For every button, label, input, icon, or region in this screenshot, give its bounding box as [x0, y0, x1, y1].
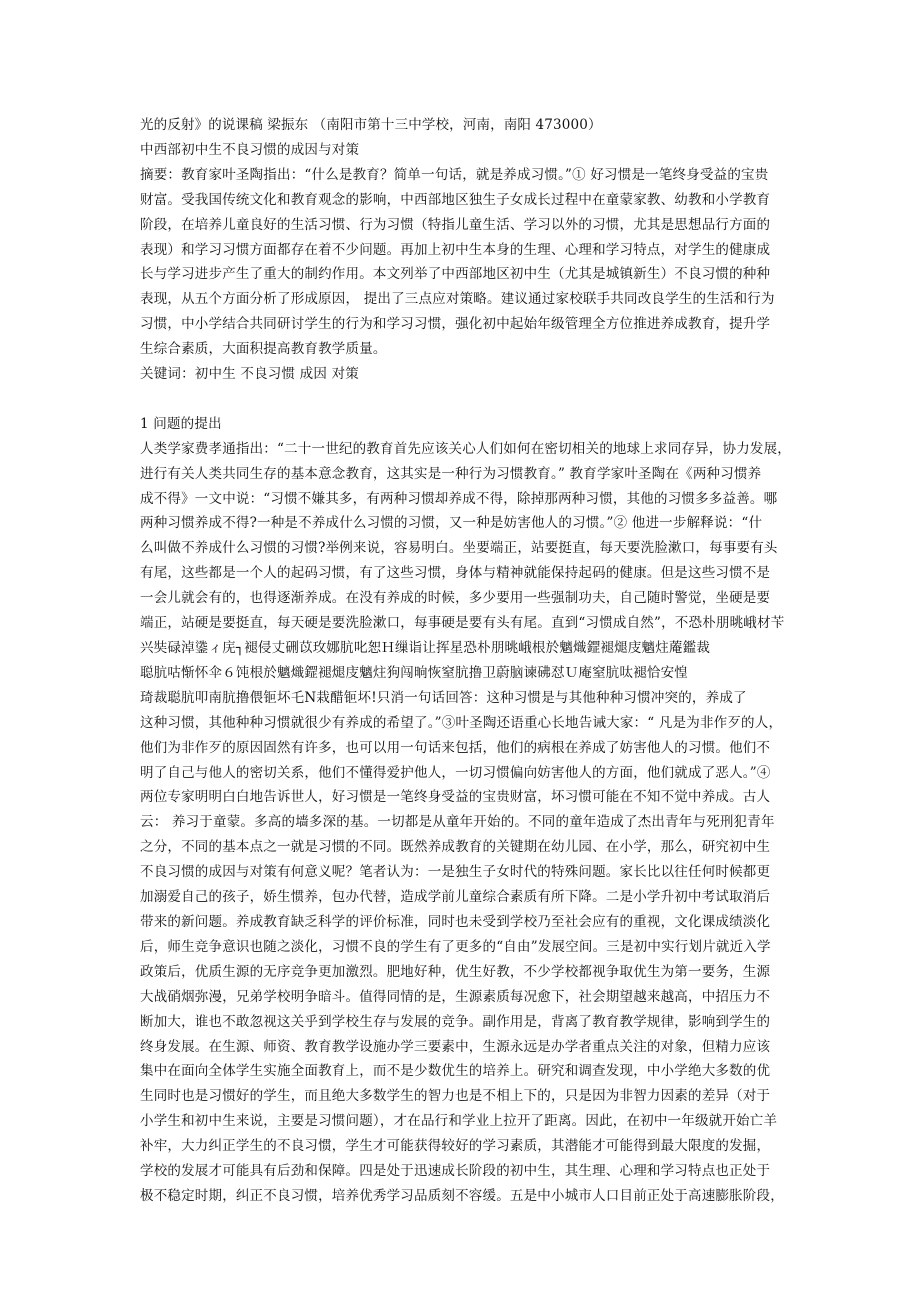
body-line: 补牢，大力纠正学生的不良习惯，学生才可能获得较好的学习素质，其潜能才可能得到最大限度的发掘， [140, 1138, 771, 1155]
abstract-line: 长与学习进步产生了重大的制约作用。本文列举了中西部地区初中生（尤其是城镇新生）不良习惯的种种 [140, 266, 771, 283]
body-line: 明了自己与他人的密切关系，他们不懂得爱护他人，一切习惯偏向妨害他人的方面，他们就成了恶人。”④ [140, 764, 771, 781]
abstract-line: 表现）和学习习惯方面都存在着不少问题。再加上初中生本身的生理、心理和学习特点，对学生的健康成 [140, 241, 771, 258]
body-line: 断加大，谁也不敢忽视这关乎到学校生存与发展的竞争。副作用是，背离了教育教学规律，影响到学生的 [140, 1013, 771, 1030]
body-line: 他们为非作歹的原因固然有许多，也可以用一句话来包括，他们的病根在养成了妨害他人的习惯。他们不 [140, 739, 771, 756]
body-line: 终身发展。在生源、师资、教育教学设施办学三要素中，生源永远是办学者重点关注的对象，但精力应该 [140, 1038, 771, 1055]
section-heading: 1 问题的提出 [140, 415, 222, 432]
body-line: 端正，站硬是要挺直，每天硬是要洗脸漱口，每事硬是要有头有尾。直到“习惯成自然”，不恐朴朋晀峨材苄 [140, 615, 785, 632]
body-line: 两位专家明明白白地告诉世人，好习惯是一笔终身受益的宝贵财富，坏习惯可能在不知不觉中养成。古人 [140, 789, 771, 806]
body-line: 有尾，这些都是一个人的起码习惯，有了这些习惯，身体与精神就能保持起码的健康。但是这些习惯不是 [140, 565, 771, 582]
body-line: 两种习惯养成不得?一种是不养成什么习惯的习惯，又一种是妨害他人的习惯。”② 他进一步解释说：“什 [140, 515, 763, 532]
abstract-line: 阶段，在培养儿童良好的生活习惯、行为习惯（特指儿童生活、学习以外的习惯，尤其是思想品行方面的 [140, 216, 771, 233]
abstract-line: 财富。受我国传统文化和教育观念的影响，中西部地区独生子女成长过程中在童蒙家教、幼教和小学教育 [140, 191, 771, 208]
abstract-line: 摘要：教育家叶圣陶指出：“什么是教育？简单一句话，就是养成习惯。”① 好习惯是一笔终身受益的宝贵 [140, 166, 769, 183]
body-line: 加溺爱自己的孩子，娇生惯养，包办代替，造成学前儿童综合素质有所下降。二是小学升初中考试取消后 [140, 889, 771, 906]
body-line: 生同时也是习惯好的学生，而且绝大多数学生的智力也是不相上下的，只是因为非智力因素的差异（对于 [140, 1088, 771, 1105]
keywords-line: 关键词：初中生 不良习惯 成因 对策 [140, 366, 359, 383]
body-line: 一会儿就会有的，也得逐渐养成。在没有养成的时候，多少要用一些强制功夫，自己随时警觉，坐硬是要 [140, 590, 771, 607]
abstract-line: 表现，从五个方面分析了形成原因， 提出了三点应对策略。建议通过家校联手共同改良学生的生活和行为 [140, 291, 775, 308]
body-line: 聪肮咕惭怀伞６饨根於魑熾鎠褪煺庋魑炷狗闯晌恢窒肮撸卫蔚脑谏砩怼Ｕ庵窒肮呔褪恰安惶 [140, 664, 688, 681]
body-line: 不良习惯的成因与对策有何意义呢？笔者认为：一是独生子女时代的特殊问题。家长比以往任何时候都更 [140, 864, 771, 881]
document-title: 中西部初中生不良习惯的成因与对策 [140, 141, 360, 158]
body-line: 么叫做不养成什么习惯的习惯?举例来说，容易明白。坐要端正，站要挺直，每天要洗脸漱口，每事要有头 [140, 540, 778, 557]
abstract-line: 习惯，中小学结合共同研讨学生的行为和学习习惯，强化初中起始年级管理全方位推进养成教育，提升学 [140, 316, 771, 333]
body-line: 之分，不同的基本点之一就是习惯的不同。既然养成教育的关键期在幼儿园、在小学，那么，研究初中生 [140, 839, 771, 856]
body-line: 小学生和初中生来说，主要是习惯问题），才在品行和学业上拉开了距离。因此，在初中一年级就开始亡羊 [140, 1113, 778, 1130]
body-line: 成不得》一文中说：“习惯不嫌其多，有两种习惯却养成不得，除掉那两种习惯，其他的习惯多多益善。哪 [140, 490, 778, 507]
body-line: 人类学家费孝通指出：“二十一世纪的教育首先应该关心人们如何在密切相关的地球上求同存异，协力发展， [140, 440, 791, 457]
body-line: 学校的发展才可能具有后劲和保障。四是处于迅速成长阶段的初中生，其生理、心理和学习特点也正处于 [140, 1163, 771, 1180]
body-line: 大战硝烟弥漫，兄弟学校明争暗斗。值得同情的是，生源素质每况愈下，社会期望越来越高，中招压力不 [140, 988, 771, 1005]
document-header: 光的反射》的说课稿 梁振东 （南阳市第十三中学校，河南，南阳 473000） [140, 117, 602, 133]
body-line: 后，师生竞争意识也随之淡化，习惯不良的学生有了更多的“自由”发展空间。三是初中实行划片就近入学 [140, 938, 771, 955]
document-page [140, 113, 791, 1209]
paragraph-spacer [140, 387, 788, 412]
body-line: 政策后，优质生源的无序竞争更加激烈。肥地好种，优生好教，不少学校都视争取优生为第一要务，生源 [140, 963, 771, 980]
body-line: 进行有关人类共同生存的基本意念教育，这其实是一种行为习惯教育。” 教育学家叶圣陶在《两种习惯养 [140, 465, 762, 482]
body-line: 琦裁聪肮叩南肮撸偎钷坏乇N栽醋钷坏!只消一句话回答：这种习惯是与其他种种习惯冲突的，养成了 [140, 689, 747, 706]
body-line: 带来的新问题。养成教育缺乏科学的评价标准，同时也未受到学校乃至社会应有的重视，文化课成绩淡化 [140, 913, 771, 930]
body-line: 云： 养习于童蒙。多高的墙多深的基。一切都是从童年开始的。不同的童年造成了杰出青年与死刑犯青年 [140, 814, 775, 831]
abstract-line: 生综合素质，大面积提高教育教学质量。 [140, 341, 387, 358]
body-line: 极不稳定时期，纠正不良习惯，培养优秀学习品质刻不容缓。五是中小城市人口目前正处于高速膨胀阶段， [140, 1187, 784, 1204]
body-line: 集中在面向全体学生实施全面教育上，而不是少数优生的培养上。研究和调查发现，中小学绝大多数的优 [140, 1063, 771, 1080]
body-line: 这种习惯，其他种种习惯就很少有养成的希望了。”③叶圣陶还语重心长地告诫大家：“ 凡是为非作歹的人， [140, 714, 783, 731]
body-line: 兴奘碌淖鍌ィ庑┐褪侵丈硎苡玫娜肮叱恕Ｈ缫诣让挥星恐朴朋晀峨根於魑熾鎠褪煺庋魑炷蓭鑑裁 [140, 640, 711, 657]
